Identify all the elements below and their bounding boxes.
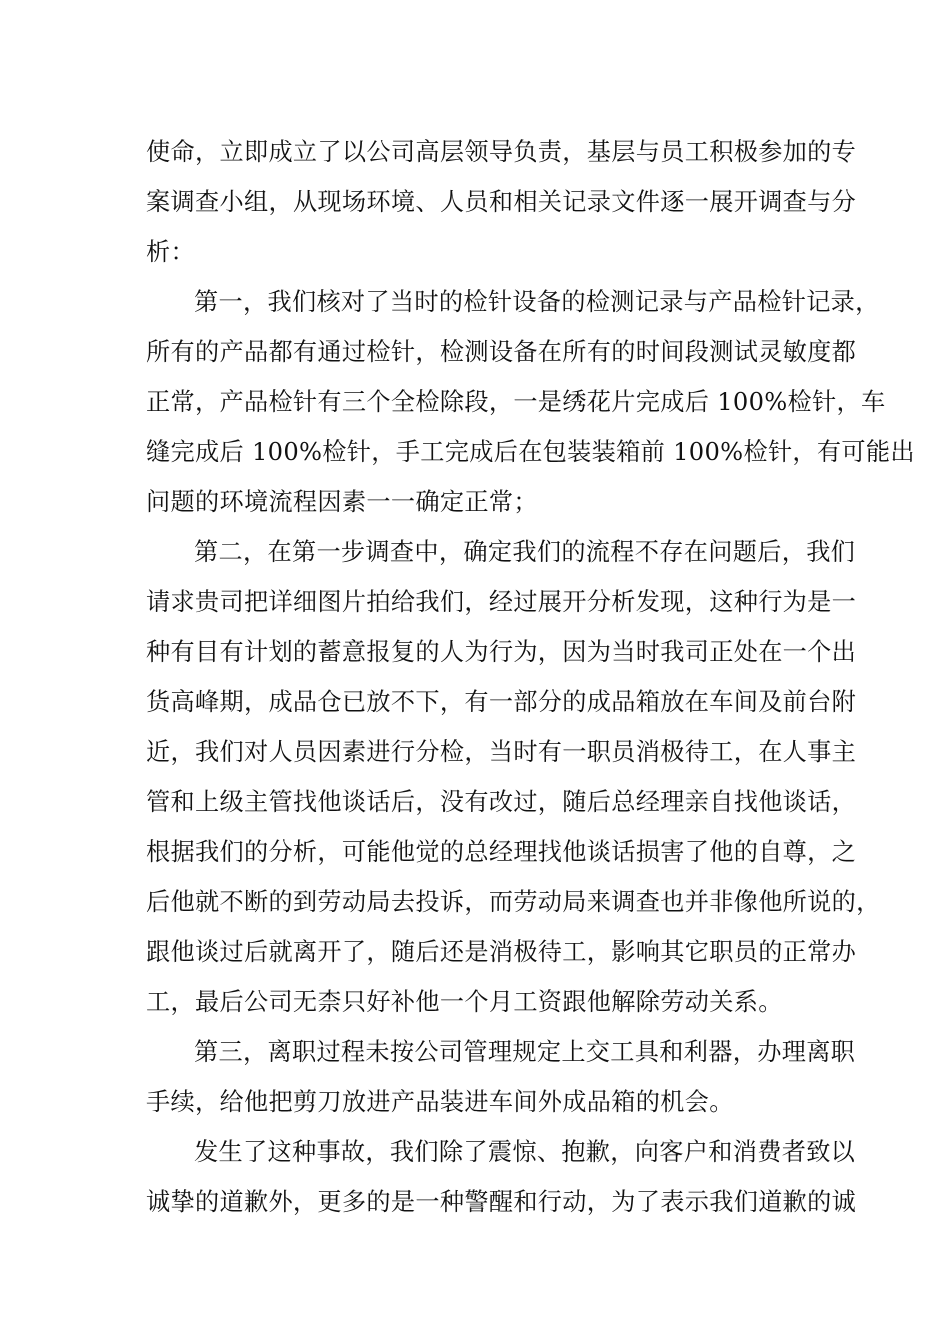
paragraph-line: 种有目有计划的蓄意报复的人为行为，因为当时我司正处在一个出 bbox=[146, 638, 857, 666]
paragraph-line: 手续，给他把剪刀放进产品装进车间外成品箱的机会。 bbox=[146, 1088, 734, 1116]
paragraph-line: 货高峰期，成品仓已放不下，有一部分的成品箱放在车间及前台附 bbox=[146, 688, 857, 716]
paragraph-line: 第二，在第一步调查中，确定我们的流程不存在问题后，我们 bbox=[194, 538, 856, 566]
paragraph-line: 跟他谈过后就离开了，随后还是消极待工，影响其它职员的正常办 bbox=[146, 938, 857, 966]
paragraph-line: 案调查小组，从现场环境、人员和相关记录文件逐一展开调查与分 bbox=[146, 188, 857, 216]
paragraph-line: 后他就不断的到劳动局去投诉，而劳动局来调查也并非像他所说的， bbox=[146, 888, 881, 916]
paragraph-line: 请求贵司把详细图片拍给我们，经过展开分析发现，这种行为是一 bbox=[146, 588, 857, 616]
paragraph-line: 缝完成后 100%检针，手工完成后在包装装箱前 100%检针，有可能出 bbox=[146, 438, 915, 466]
paragraph-line: 正常，产品检针有三个全检除段，一是绣花片完成后 100%检针，车 bbox=[146, 388, 886, 416]
paragraph-line: 使命，立即成立了以公司高层领导负责，基层与员工积极参加的专 bbox=[146, 138, 857, 166]
paragraph-line: 发生了这种事故，我们除了震惊、抱歉，向客户和消费者致以 bbox=[194, 1138, 856, 1166]
document-body bbox=[146, 127, 915, 1227]
paragraph-line: 第一，我们核对了当时的检针设备的检测记录与产品检针记录， bbox=[194, 288, 880, 316]
paragraph-line: 问题的环境流程因素一一确定正常； bbox=[146, 488, 538, 516]
paragraph-line: 所有的产品都有通过检针，检测设备在所有的时间段测试灵敏度都 bbox=[146, 338, 857, 366]
paragraph-line: 第三，离职过程未按公司管理规定上交工具和利器，办理离职 bbox=[194, 1038, 856, 1066]
paragraph-line: 诚挚的道歉外，更多的是一种警醒和行动，为了表示我们道歉的诚 bbox=[146, 1188, 857, 1216]
paragraph-line: 管和上级主管找他谈话后，没有改过，随后总经理亲自找他谈话， bbox=[146, 788, 857, 816]
paragraph-line: 析： bbox=[146, 238, 195, 266]
paragraph-line: 根据我们的分析，可能他觉的总经理找他谈话损害了他的自尊，之 bbox=[146, 838, 857, 866]
paragraph-line: 工，最后公司无柰只好补他一个月工资跟他解除劳动关系。 bbox=[146, 988, 783, 1016]
paragraph-line: 近，我们对人员因素进行分检，当时有一职员消极待工，在人事主 bbox=[146, 738, 857, 766]
